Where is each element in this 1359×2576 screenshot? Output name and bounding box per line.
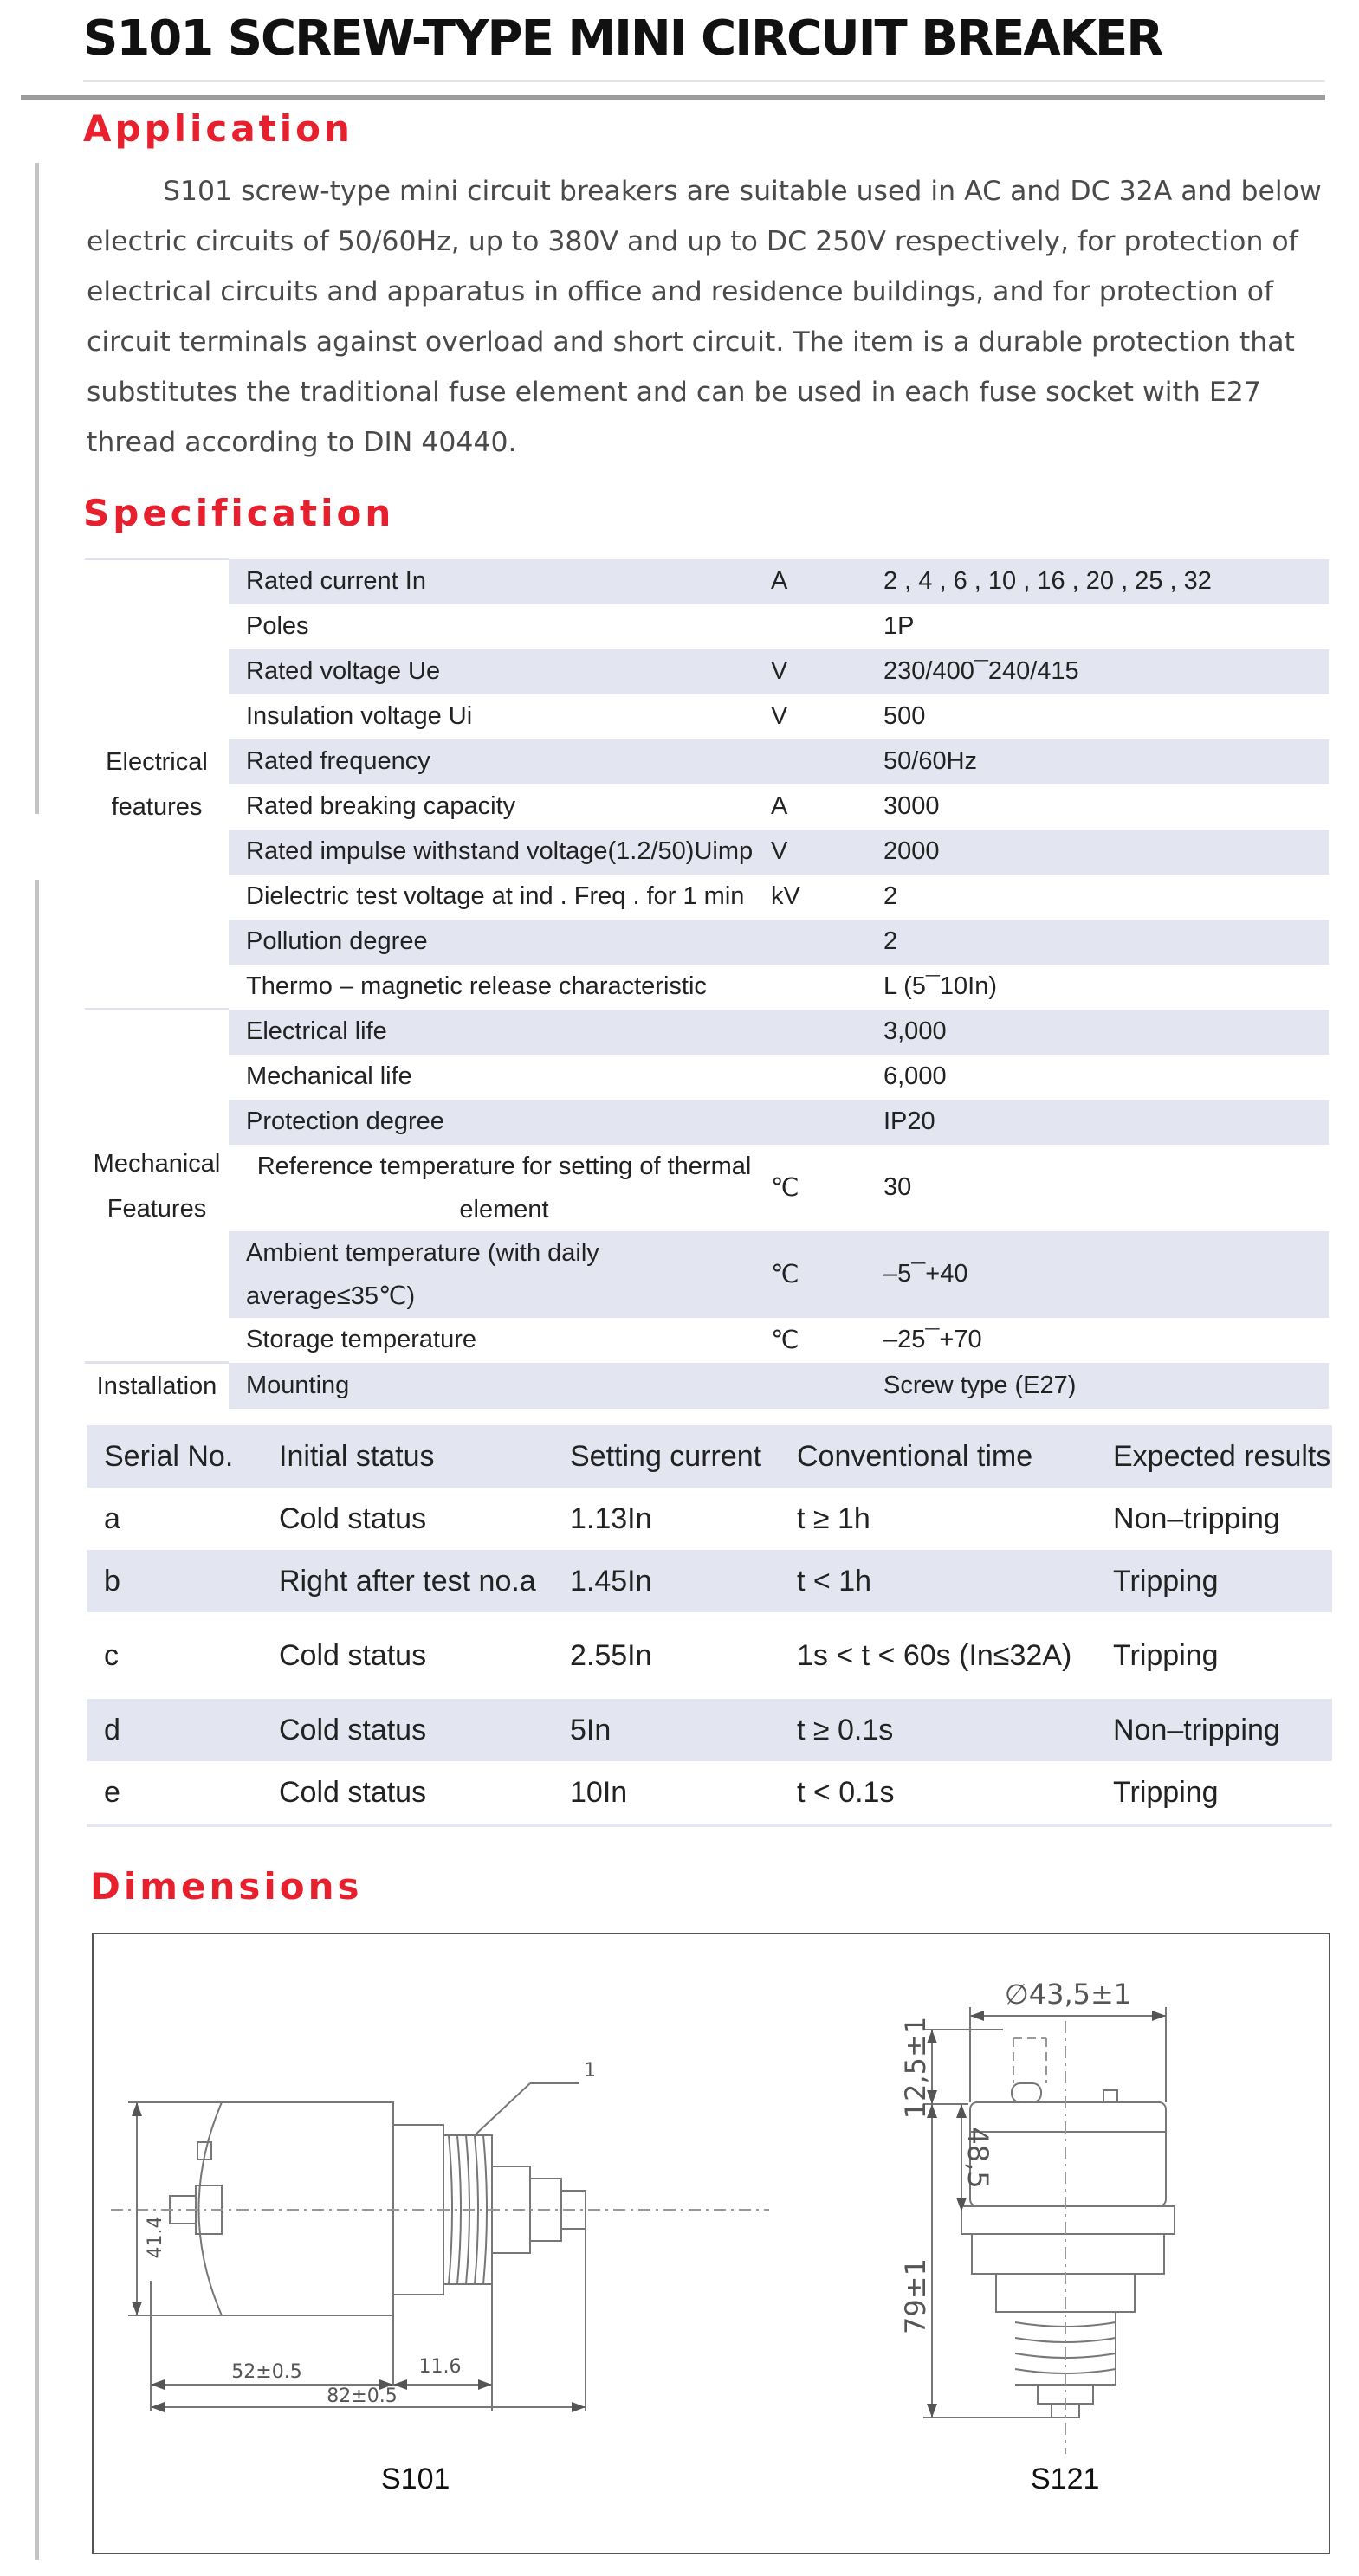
table-cell: Tripping bbox=[1096, 1761, 1332, 1825]
unit-cell: A bbox=[762, 559, 871, 604]
s101-part-label: 1 bbox=[584, 2060, 596, 2082]
param-cell: Rated current In bbox=[229, 559, 762, 604]
unit-cell: kV bbox=[771, 882, 800, 910]
value-cell: 500 bbox=[883, 702, 926, 730]
table-row bbox=[85, 1145, 1329, 1231]
header-expected-results: Expected results bbox=[1096, 1425, 1332, 1488]
s101-drawing bbox=[170, 2083, 586, 2315]
param-cell: Thermo – magnetic release characteristic bbox=[246, 972, 707, 1000]
param-cell: Poles bbox=[246, 612, 309, 640]
table-row bbox=[85, 1100, 1329, 1145]
table-row bbox=[85, 784, 1329, 830]
table-cell: t < 0.1s bbox=[780, 1761, 1096, 1825]
s101-height-dimension: 41.4 bbox=[145, 2216, 166, 2259]
table-cell: Cold status bbox=[262, 1699, 553, 1761]
s101-body-length-dimension: 52±0.5 bbox=[231, 2361, 302, 2383]
table-row bbox=[85, 965, 1329, 1010]
dimension-drawings bbox=[94, 1934, 1329, 2553]
value-cell: 3,000 bbox=[871, 1010, 1329, 1055]
header-conventional-time: Conventional time bbox=[780, 1425, 1096, 1488]
param-cell: Pollution degree bbox=[229, 920, 762, 965]
table-cell: e bbox=[87, 1761, 262, 1825]
unit-cell bbox=[762, 1055, 871, 1100]
value-cell: L (5¯10In) bbox=[883, 972, 998, 1000]
table-cell: c bbox=[104, 1638, 119, 1672]
table-cell: 1.45In bbox=[553, 1550, 780, 1612]
table-cell: t ≥ 0.1s bbox=[780, 1699, 1096, 1761]
table-cell: t < 1h bbox=[780, 1550, 1096, 1612]
table-cell: 5In bbox=[553, 1699, 780, 1761]
table-cell: 1s < t < 60s (In≤32A) bbox=[797, 1638, 1072, 1672]
table-row bbox=[85, 1363, 1329, 1410]
table-cell: 10In bbox=[553, 1761, 780, 1825]
table-row bbox=[85, 694, 1329, 739]
table-cell: Cold status bbox=[279, 1638, 427, 1672]
param-cell: Electrical life bbox=[229, 1010, 762, 1055]
table-cell: Right after test no.a bbox=[262, 1550, 553, 1612]
param-cell: Mechanical life bbox=[246, 1062, 412, 1090]
dimensions-heading: Dimensions bbox=[90, 1865, 363, 1908]
table-cell: a bbox=[104, 1501, 120, 1535]
unit-cell: A bbox=[771, 792, 788, 820]
value-cell: –25¯+70 bbox=[883, 1326, 982, 1353]
header-initial-status: Initial status bbox=[262, 1425, 553, 1488]
table-cell: 2.55In bbox=[570, 1638, 652, 1672]
unit-cell: V bbox=[762, 830, 871, 875]
table-row bbox=[85, 739, 1329, 784]
param-cell: Protection degree bbox=[229, 1100, 762, 1145]
table-cell: t ≥ 1h bbox=[797, 1501, 870, 1535]
table-row bbox=[85, 649, 1329, 694]
table-row bbox=[87, 1761, 1332, 1825]
table-header-row bbox=[87, 1425, 1332, 1488]
table-cell: Non–tripping bbox=[1113, 1501, 1280, 1535]
value-cell: 6,000 bbox=[883, 1062, 947, 1090]
param-cell: Reference temperature for setting of thermal element bbox=[256, 1152, 752, 1223]
s121-total-dimension: 79±1 bbox=[899, 2258, 932, 2334]
param-cell: Storage temperature bbox=[246, 1326, 476, 1353]
unit-cell bbox=[762, 965, 871, 1010]
s121-caption: S121 bbox=[1031, 2463, 1100, 2495]
page-title: S101 SCREW-TYPE MINI CIRCUIT BREAKER bbox=[83, 10, 1162, 67]
param-cell: Rated voltage Ue bbox=[229, 649, 762, 694]
s101-caption: S101 bbox=[381, 2463, 450, 2495]
unit-cell bbox=[762, 920, 871, 965]
unit-cell bbox=[762, 604, 871, 649]
specification-heading: Specification bbox=[83, 492, 395, 534]
unit-cell: V bbox=[771, 702, 788, 730]
value-cell: Screw type (E27) bbox=[871, 1363, 1329, 1410]
param-cell: Rated frequency bbox=[229, 739, 762, 784]
unit-cell: ℃ bbox=[762, 1231, 871, 1318]
left-margin-rule bbox=[35, 880, 39, 2560]
table-row bbox=[87, 1699, 1332, 1761]
table-cell: d bbox=[87, 1699, 262, 1761]
table-row bbox=[85, 830, 1329, 875]
value-cell: 230/400¯240/415 bbox=[871, 649, 1329, 694]
value-cell: 30 bbox=[883, 1173, 912, 1201]
s121-diameter-dimension: ∅43,5±1 bbox=[1004, 1978, 1132, 2011]
application-heading: Application bbox=[83, 107, 353, 150]
table-cell: 1.13In bbox=[570, 1501, 652, 1535]
left-margin-rule bbox=[35, 163, 39, 814]
s121-body-dimension: 48,5 bbox=[961, 2127, 994, 2189]
s101-thread-length-dimension: 11.6 bbox=[418, 2356, 462, 2378]
header-setting-current: Setting current bbox=[553, 1425, 780, 1488]
unit-cell: V bbox=[762, 649, 871, 694]
title-divider bbox=[83, 80, 1325, 82]
table-row bbox=[87, 1488, 1332, 1550]
unit-cell: ℃ bbox=[771, 1327, 799, 1354]
table-cell: Cold status bbox=[279, 1501, 427, 1535]
group-mechanical: Mechanical Features bbox=[85, 1010, 229, 1363]
param-cell: Rated impulse withstand voltage(1.2/50)Uimp bbox=[229, 830, 762, 875]
value-cell: 1P bbox=[883, 612, 915, 640]
value-cell: 2 bbox=[871, 920, 1329, 965]
param-cell: Mounting bbox=[229, 1363, 762, 1410]
table-row bbox=[87, 1612, 1332, 1699]
unit-cell bbox=[762, 1363, 871, 1410]
value-cell: 2000 bbox=[871, 830, 1329, 875]
value-cell: 2 bbox=[883, 882, 898, 910]
table-row bbox=[85, 875, 1329, 920]
table-cell: Non–tripping bbox=[1096, 1699, 1332, 1761]
table-cell: Tripping bbox=[1096, 1550, 1332, 1612]
value-cell: 3000 bbox=[883, 792, 940, 820]
header-serial: Serial No. bbox=[87, 1425, 262, 1488]
table-row bbox=[85, 1010, 1329, 1055]
value-cell: 2 , 4 , 6 , 10 , 16 , 20 , 25 , 32 bbox=[871, 559, 1329, 604]
dimensions-drawing-frame bbox=[92, 1933, 1330, 2554]
table-cell: b bbox=[87, 1550, 262, 1612]
param-cell: Insulation voltage Ui bbox=[246, 702, 473, 730]
param-cell: Dielectric test voltage at ind . Freq . for 1 min bbox=[246, 882, 745, 910]
param-cell: Ambient temperature (with daily average≤35℃) bbox=[229, 1231, 762, 1318]
table-cell: Cold status bbox=[262, 1761, 553, 1825]
value-cell: IP20 bbox=[871, 1100, 1329, 1145]
test-results-table bbox=[87, 1425, 1332, 1827]
table-row bbox=[85, 1231, 1329, 1318]
title-underline bbox=[21, 95, 1325, 100]
specification-table bbox=[85, 558, 1329, 1409]
s121-top-dimension: 12,5±1 bbox=[899, 2016, 932, 2120]
table-row bbox=[85, 604, 1329, 649]
unit-cell bbox=[762, 739, 871, 784]
s121-drawing bbox=[961, 2038, 1175, 2418]
table-row bbox=[85, 1318, 1329, 1363]
table-row bbox=[87, 1550, 1332, 1612]
table-row bbox=[85, 559, 1329, 604]
value-cell: –5¯+40 bbox=[871, 1231, 1329, 1318]
group-electrical: Electrical features bbox=[85, 559, 229, 1010]
unit-cell bbox=[762, 1010, 871, 1055]
table-row bbox=[85, 1055, 1329, 1100]
table-cell: Tripping bbox=[1113, 1638, 1219, 1672]
unit-cell bbox=[762, 1100, 871, 1145]
value-cell: 50/60Hz bbox=[871, 739, 1329, 784]
application-text: S101 screw-type mini circuit breakers are suitable used in AC and DC 32A and below electric circuits of 50/60Hz, up to 380V and up to DC 250V respectively, for protection of electrical circuits and apparatus in office and residence buildings, and for protection of circuit terminals against overload and short circuit. The item is a durable protection that substitutes the traditional fuse element and can be used in each fuse socket with E27 thread according to DIN 40440. bbox=[87, 176, 1322, 458]
group-installation: Installation bbox=[85, 1363, 229, 1410]
unit-cell: ℃ bbox=[771, 1174, 799, 1202]
s101-total-length-dimension: 82±0.5 bbox=[327, 2386, 398, 2407]
param-cell: Rated breaking capacity bbox=[246, 792, 516, 820]
table-row bbox=[85, 920, 1329, 965]
